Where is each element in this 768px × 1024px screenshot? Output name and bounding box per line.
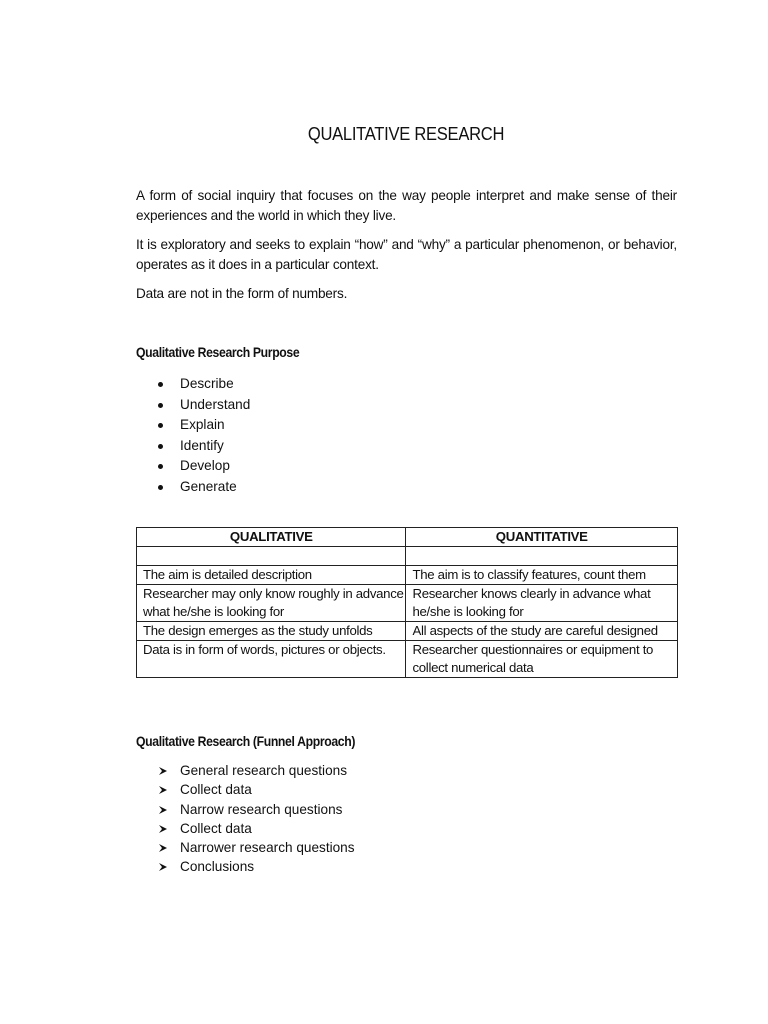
table-cell: All aspects of the study are careful designed [406,622,678,641]
arrow-bullet-icon [158,862,168,872]
purpose-list [156,374,250,497]
table-row [137,585,678,622]
list-item-label: Explain [180,417,225,432]
list-item-label: Generate [180,478,237,494]
arrow-bullet-icon [158,805,168,815]
list-item [156,415,250,436]
bullet-icon [158,403,163,408]
list-item-label: Collect data [180,782,252,798]
list-item [156,857,355,876]
list-item [156,761,355,780]
list-item-label: Collect data [180,820,252,836]
table-cell: Researcher questionnaires or equipment to collect numerical data [406,641,678,678]
table-row [137,566,678,585]
funnel-heading: Qualitative Research (Funnel Approach) [136,734,356,749]
list-item-label: Develop [180,458,230,473]
list-item [156,819,355,838]
list-item [156,780,355,799]
list-item [156,374,250,395]
bullet-icon [158,485,163,490]
list-item [156,456,250,477]
intro-paragraph-1: A form of social inquiry that focuses on the way people interpret and make sense of their experiences and the world in which they live. [136,188,677,223]
list-item [156,838,355,857]
list-item-label: Identify [180,437,224,453]
list-item [156,395,250,416]
table-row [137,641,678,678]
list-item-label: Conclusions [180,859,255,875]
table-cell: Data is in form of words, pictures or objects. [137,641,406,678]
arrow-bullet-icon [158,785,168,795]
table-cell: The design emerges as the study unfolds [137,622,406,641]
column-header-quantitative: QUANTITATIVE [406,528,678,547]
list-item-label: Narrower research questions [180,840,355,856]
purpose-heading: Qualitative Research Purpose [136,345,300,360]
arrow-bullet-icon [158,843,168,853]
table-cell [137,547,406,566]
table-cell [406,547,678,566]
table-cell: The aim is to classify features, count them [406,566,678,585]
list-item-label: General research questions [180,763,347,778]
table-row [137,622,678,641]
bullet-icon [158,382,163,387]
table-header-row [137,528,678,547]
table-cell: Researcher knows clearly in advance what he/she is looking for [406,585,678,622]
intro-paragraph-2: It is exploratory and seeks to explain “how” and “why” a particular phenomenon, or behavior, operates as it does in a particular context. [136,237,677,272]
list-item [156,800,355,819]
table-row [137,547,678,566]
list-item-label: Narrow research questions [180,801,343,817]
bullet-icon [158,464,163,469]
page-title: QUALITATIVE RESEARCH [307,124,505,144]
list-item [156,477,250,498]
bullet-icon [158,423,163,428]
comparison-table [136,527,678,678]
arrow-bullet-icon [158,824,168,834]
column-header-qualitative: QUALITATIVE [137,528,406,547]
list-item [156,436,250,457]
list-item-label: Describe [180,376,234,391]
funnel-list [156,761,355,877]
list-item-label: Understand [180,396,251,412]
table-cell: Researcher may only know roughly in advance what he/she is looking for [137,585,406,622]
intro-paragraph-3: Data are not in the form of numbers. [136,286,348,301]
table-cell: The aim is detailed description [137,566,406,585]
arrow-bullet-icon [158,766,168,776]
bullet-icon [158,444,163,449]
